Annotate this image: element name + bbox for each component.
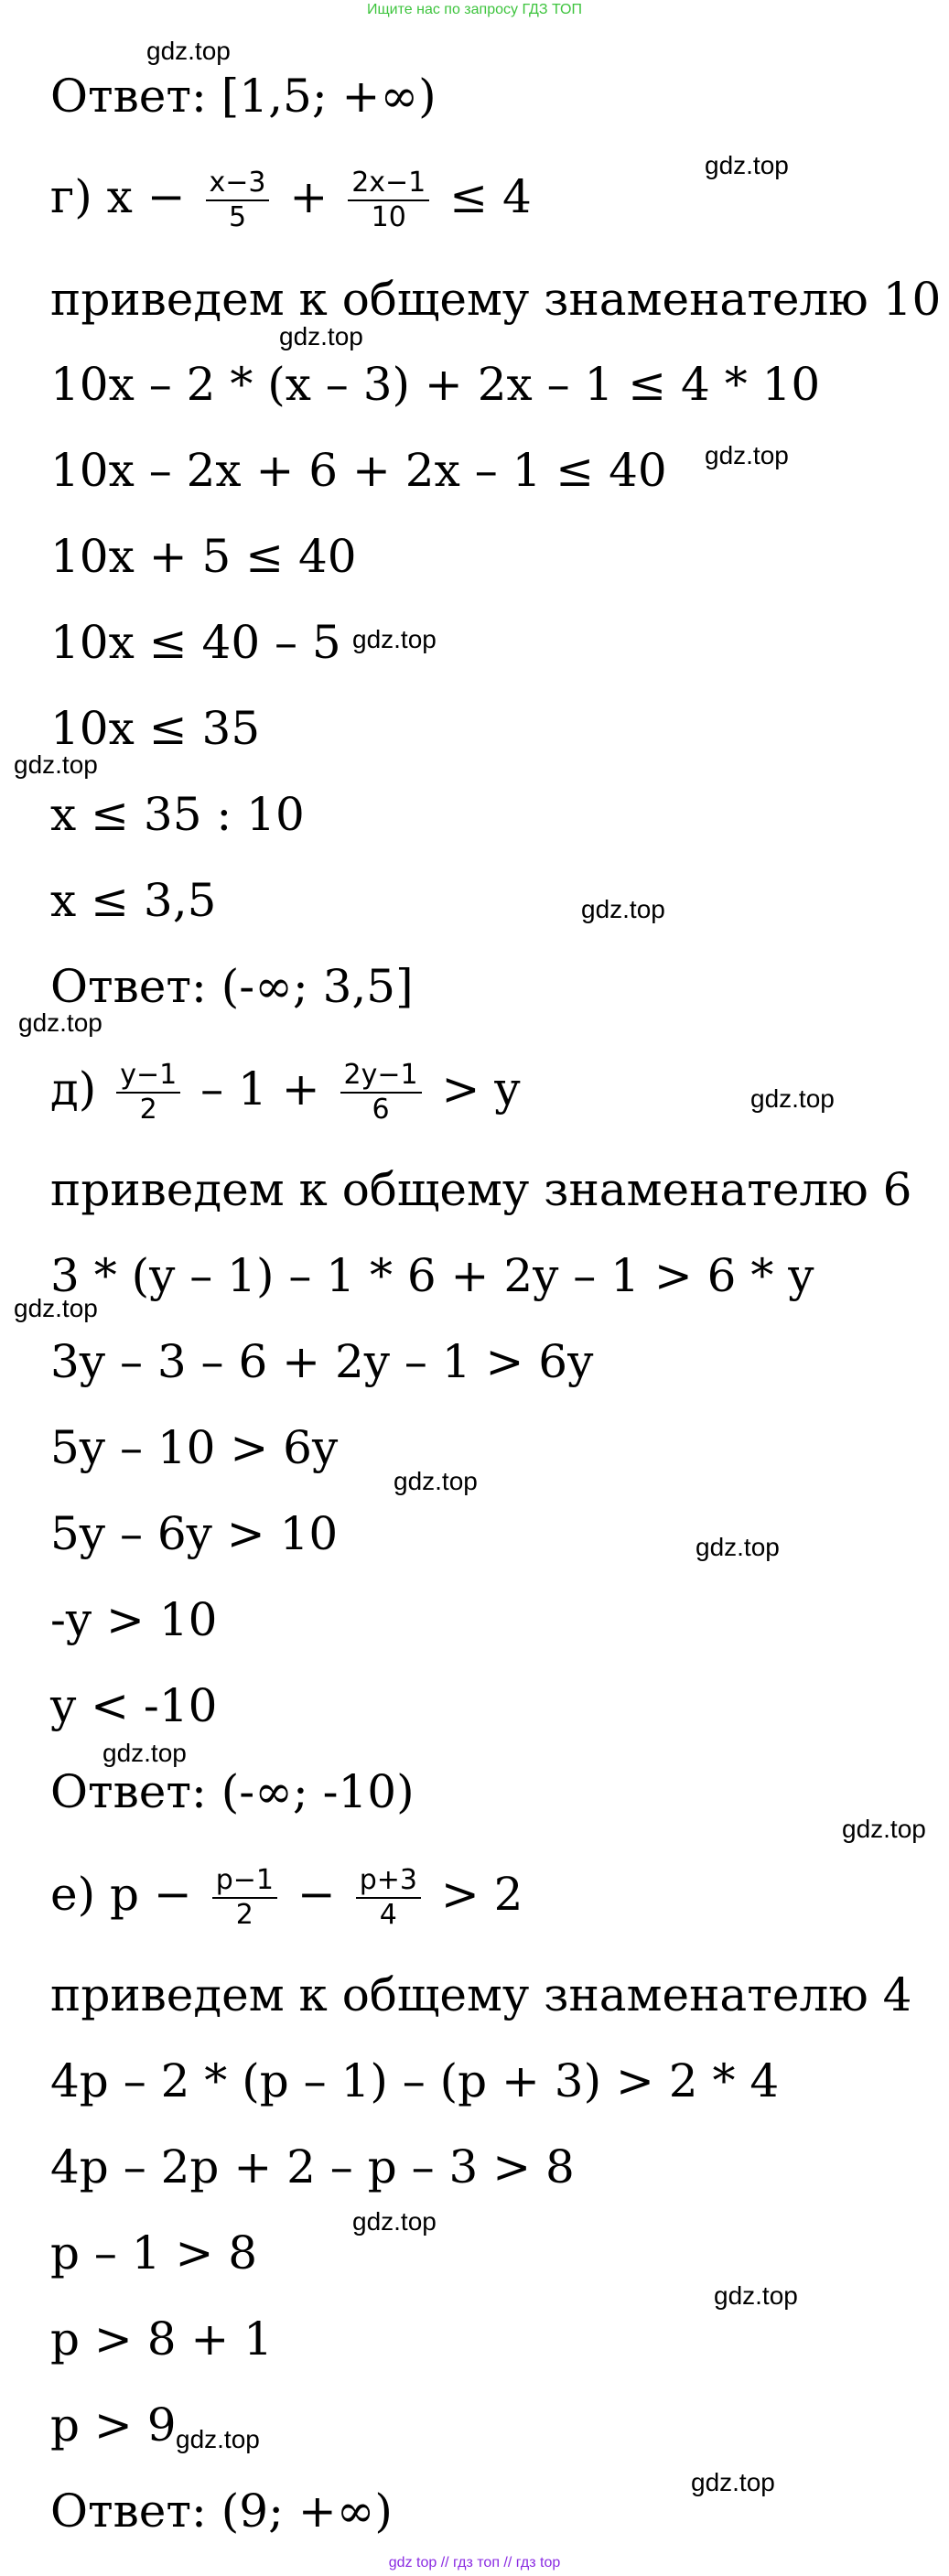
- fraction: [212, 1864, 277, 1932]
- step-line: 3 * (y – 1) – 1 * 6 + 2y – 1 > 6 * y: [50, 1249, 814, 1302]
- fraction-numerator: x−3: [206, 167, 270, 201]
- step-line: 3y – 3 – 6 + 2y – 1 > 6y: [50, 1335, 594, 1388]
- fraction-numerator: 2x−1: [348, 167, 429, 201]
- fraction: [340, 1059, 422, 1126]
- operator: – 1 +: [200, 1062, 320, 1116]
- step-line: 10x ≤ 40 – 5: [50, 616, 341, 669]
- step-line: приведем к общему знаменателю 4: [50, 1968, 912, 2021]
- fraction: [348, 167, 429, 234]
- watermark: gdz.top: [842, 1815, 926, 1843]
- fraction-denominator: 5: [228, 201, 247, 233]
- watermark: gdz.top: [18, 1008, 102, 1037]
- watermark: gdz.top: [14, 1294, 98, 1322]
- step-line: 10x + 5 ≤ 40: [50, 530, 357, 583]
- step-line: 4p – 2p + 2 – p – 3 > 8: [50, 2140, 575, 2193]
- operator: +: [289, 170, 329, 223]
- watermark: gdz.top: [14, 750, 98, 779]
- step-line: 5y – 6y > 10: [50, 1507, 339, 1560]
- watermark: gdz.top: [176, 2425, 260, 2453]
- fraction-numerator: p+3: [356, 1864, 421, 1899]
- step-line: -y > 10: [50, 1593, 218, 1646]
- watermark: gdz.top: [696, 1533, 780, 1561]
- fraction-denominator: 10: [371, 201, 406, 233]
- step-line: 10x ≤ 35: [50, 702, 261, 755]
- fraction-denominator: 6: [372, 1094, 390, 1126]
- step-line: 10x – 2 * (x – 3) + 2x – 1 ≤ 4 * 10: [50, 358, 821, 411]
- watermark: gdz.top: [102, 1739, 187, 1767]
- watermark: gdz.top: [691, 2468, 775, 2496]
- fraction: [356, 1864, 421, 1932]
- watermark: gdz.top: [581, 895, 665, 923]
- step-line: 4p – 2 * (p – 1) – (p + 3) > 2 * 4: [50, 2054, 780, 2107]
- fraction-numerator: y−1: [116, 1059, 180, 1094]
- top-banner[interactable]: Ищите нас по запросу ГДЗ ТОП: [367, 2, 582, 17]
- operator: −: [297, 1868, 336, 1921]
- fraction: [116, 1059, 180, 1126]
- watermark: gdz.top: [394, 1467, 478, 1495]
- answer-line: Ответ: (-∞; -10): [50, 1765, 415, 1818]
- step-line: 10x – 2x + 6 + 2x – 1 ≤ 40: [50, 444, 667, 497]
- problem-g: [50, 160, 532, 234]
- watermark: gdz.top: [146, 37, 231, 65]
- watermark: gdz.top: [279, 322, 363, 350]
- answer-line: Ответ: [1,5; +∞): [50, 70, 437, 123]
- watermark: gdz.top: [352, 625, 437, 653]
- problem-g-suffix: ≤ 4: [449, 170, 532, 223]
- problem-d-suffix: > y: [441, 1062, 521, 1116]
- bottom-banner[interactable]: gdz top // гдз топ // гдз top: [388, 2555, 561, 2571]
- fraction-denominator: 2: [139, 1094, 157, 1126]
- step-line: p – 1 > 8: [50, 2226, 258, 2280]
- watermark: gdz.top: [352, 2207, 437, 2236]
- fraction-denominator: 4: [379, 1899, 397, 1931]
- problem-d-prefix: д): [50, 1062, 97, 1116]
- step-line: y < -10: [50, 1679, 218, 1732]
- step-line: x ≤ 35 : 10: [50, 788, 305, 841]
- watermark: gdz.top: [705, 151, 789, 179]
- answer-line: Ответ: (-∞; 3,5]: [50, 960, 414, 1013]
- step-line: приведем к общему знаменателю 10: [50, 273, 942, 326]
- fraction-numerator: 2y−1: [340, 1059, 422, 1094]
- step-line: x ≤ 3,5: [50, 874, 217, 927]
- problem-e-suffix: > 2: [440, 1868, 523, 1921]
- problem-e: [50, 1858, 523, 1932]
- problem-e-prefix: е) p −: [50, 1868, 192, 1921]
- problem-d: [50, 1052, 521, 1126]
- fraction-denominator: 2: [235, 1899, 253, 1931]
- watermark: gdz.top: [705, 441, 789, 469]
- watermark: gdz.top: [750, 1084, 835, 1113]
- step-line: приведем к общему знаменателю 6: [50, 1163, 912, 1216]
- step-line: p > 8 + 1: [50, 2312, 273, 2366]
- fraction: [206, 167, 270, 234]
- step-line: 5y – 10 > 6y: [50, 1421, 339, 1474]
- answer-line: Ответ: (9; +∞): [50, 2484, 393, 2538]
- problem-g-prefix: г) x −: [50, 170, 186, 223]
- step-line: p > 9: [50, 2398, 177, 2452]
- watermark: gdz.top: [714, 2281, 798, 2310]
- fraction-numerator: p−1: [212, 1864, 277, 1899]
